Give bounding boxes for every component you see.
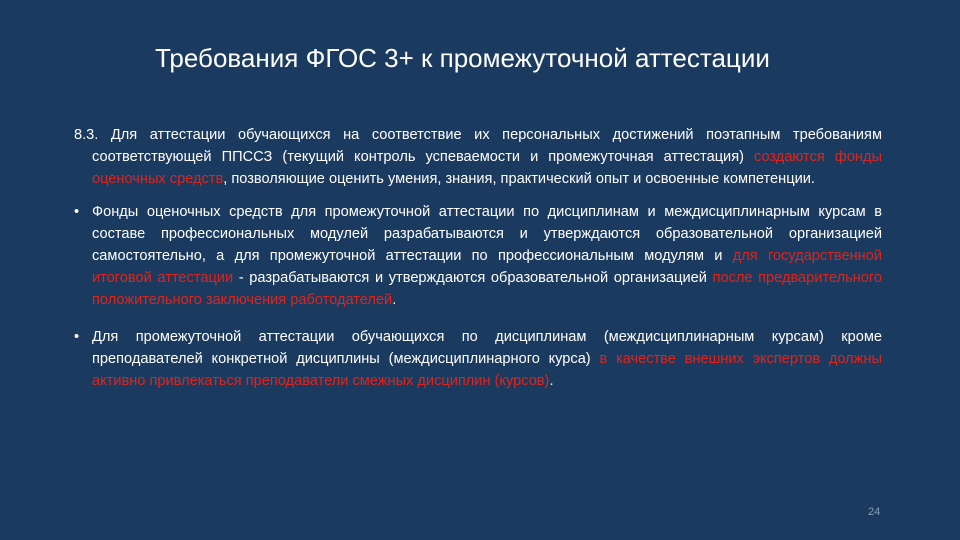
paragraph-8-3-text-a: 8.3. Для аттестации обучающихся на соответствие их персональных достижений поэтапным требованиям соответствующей ППССЗ (текущий контроль успеваемости и промежуточная аттестация) bbox=[74, 127, 882, 166]
bullet-1-text-e: . bbox=[392, 292, 397, 309]
paragraph-8-3-text-c: , позволяющие оценить умения, знания, практический опыт и освоенные компетенции. bbox=[223, 171, 815, 188]
bullet-1-text-a: Фонды оценочных средств для промежуточной аттестации по дисциплинам и междисциплинарным курсам в составе профессиональных модулей разрабатываются и утверждаются образовательной организацией самостоятельно, а для промежуточной аттестации по профессиональным модулям и bbox=[92, 203, 882, 265]
slide-title: Требования ФГОС 3+ к промежуточной аттестации bbox=[155, 43, 770, 73]
bullet-2-text-a: Для промежуточной аттестации обучающихся по дисциплинам (междисциплинарным курсам) кроме преподавателей конкретной дисциплины (междисциплинарного курса) bbox=[92, 328, 882, 367]
bullet-2-text-c: . bbox=[549, 373, 554, 390]
paragraph-8-3-highlight: создаются фонды оценочных средств bbox=[92, 149, 882, 188]
slide-content bbox=[74, 124, 882, 406]
paragraph-8-3 bbox=[74, 124, 882, 191]
bullet-icon: • bbox=[74, 203, 80, 220]
bullet-1-highlight-2: после предварительного положительного заключения работодателей bbox=[92, 270, 883, 309]
bullet-1-text-c: - разрабатываются и утверждаются образовательной организацией bbox=[233, 270, 713, 287]
page-number: 24 bbox=[868, 506, 881, 518]
bullet-item-1 bbox=[74, 201, 882, 312]
bullet-item-2 bbox=[74, 326, 882, 393]
bullet-icon: • bbox=[74, 328, 80, 345]
bullet-1-highlight-1: для государственной итоговой аттестации bbox=[92, 248, 882, 287]
bullet-2-highlight: в качестве внешних экспертов должны активно привлекаться преподаватели смежных дисциплин (курсов) bbox=[92, 350, 882, 390]
bullet-2-text bbox=[92, 326, 882, 393]
bullet-1-text bbox=[92, 201, 882, 312]
